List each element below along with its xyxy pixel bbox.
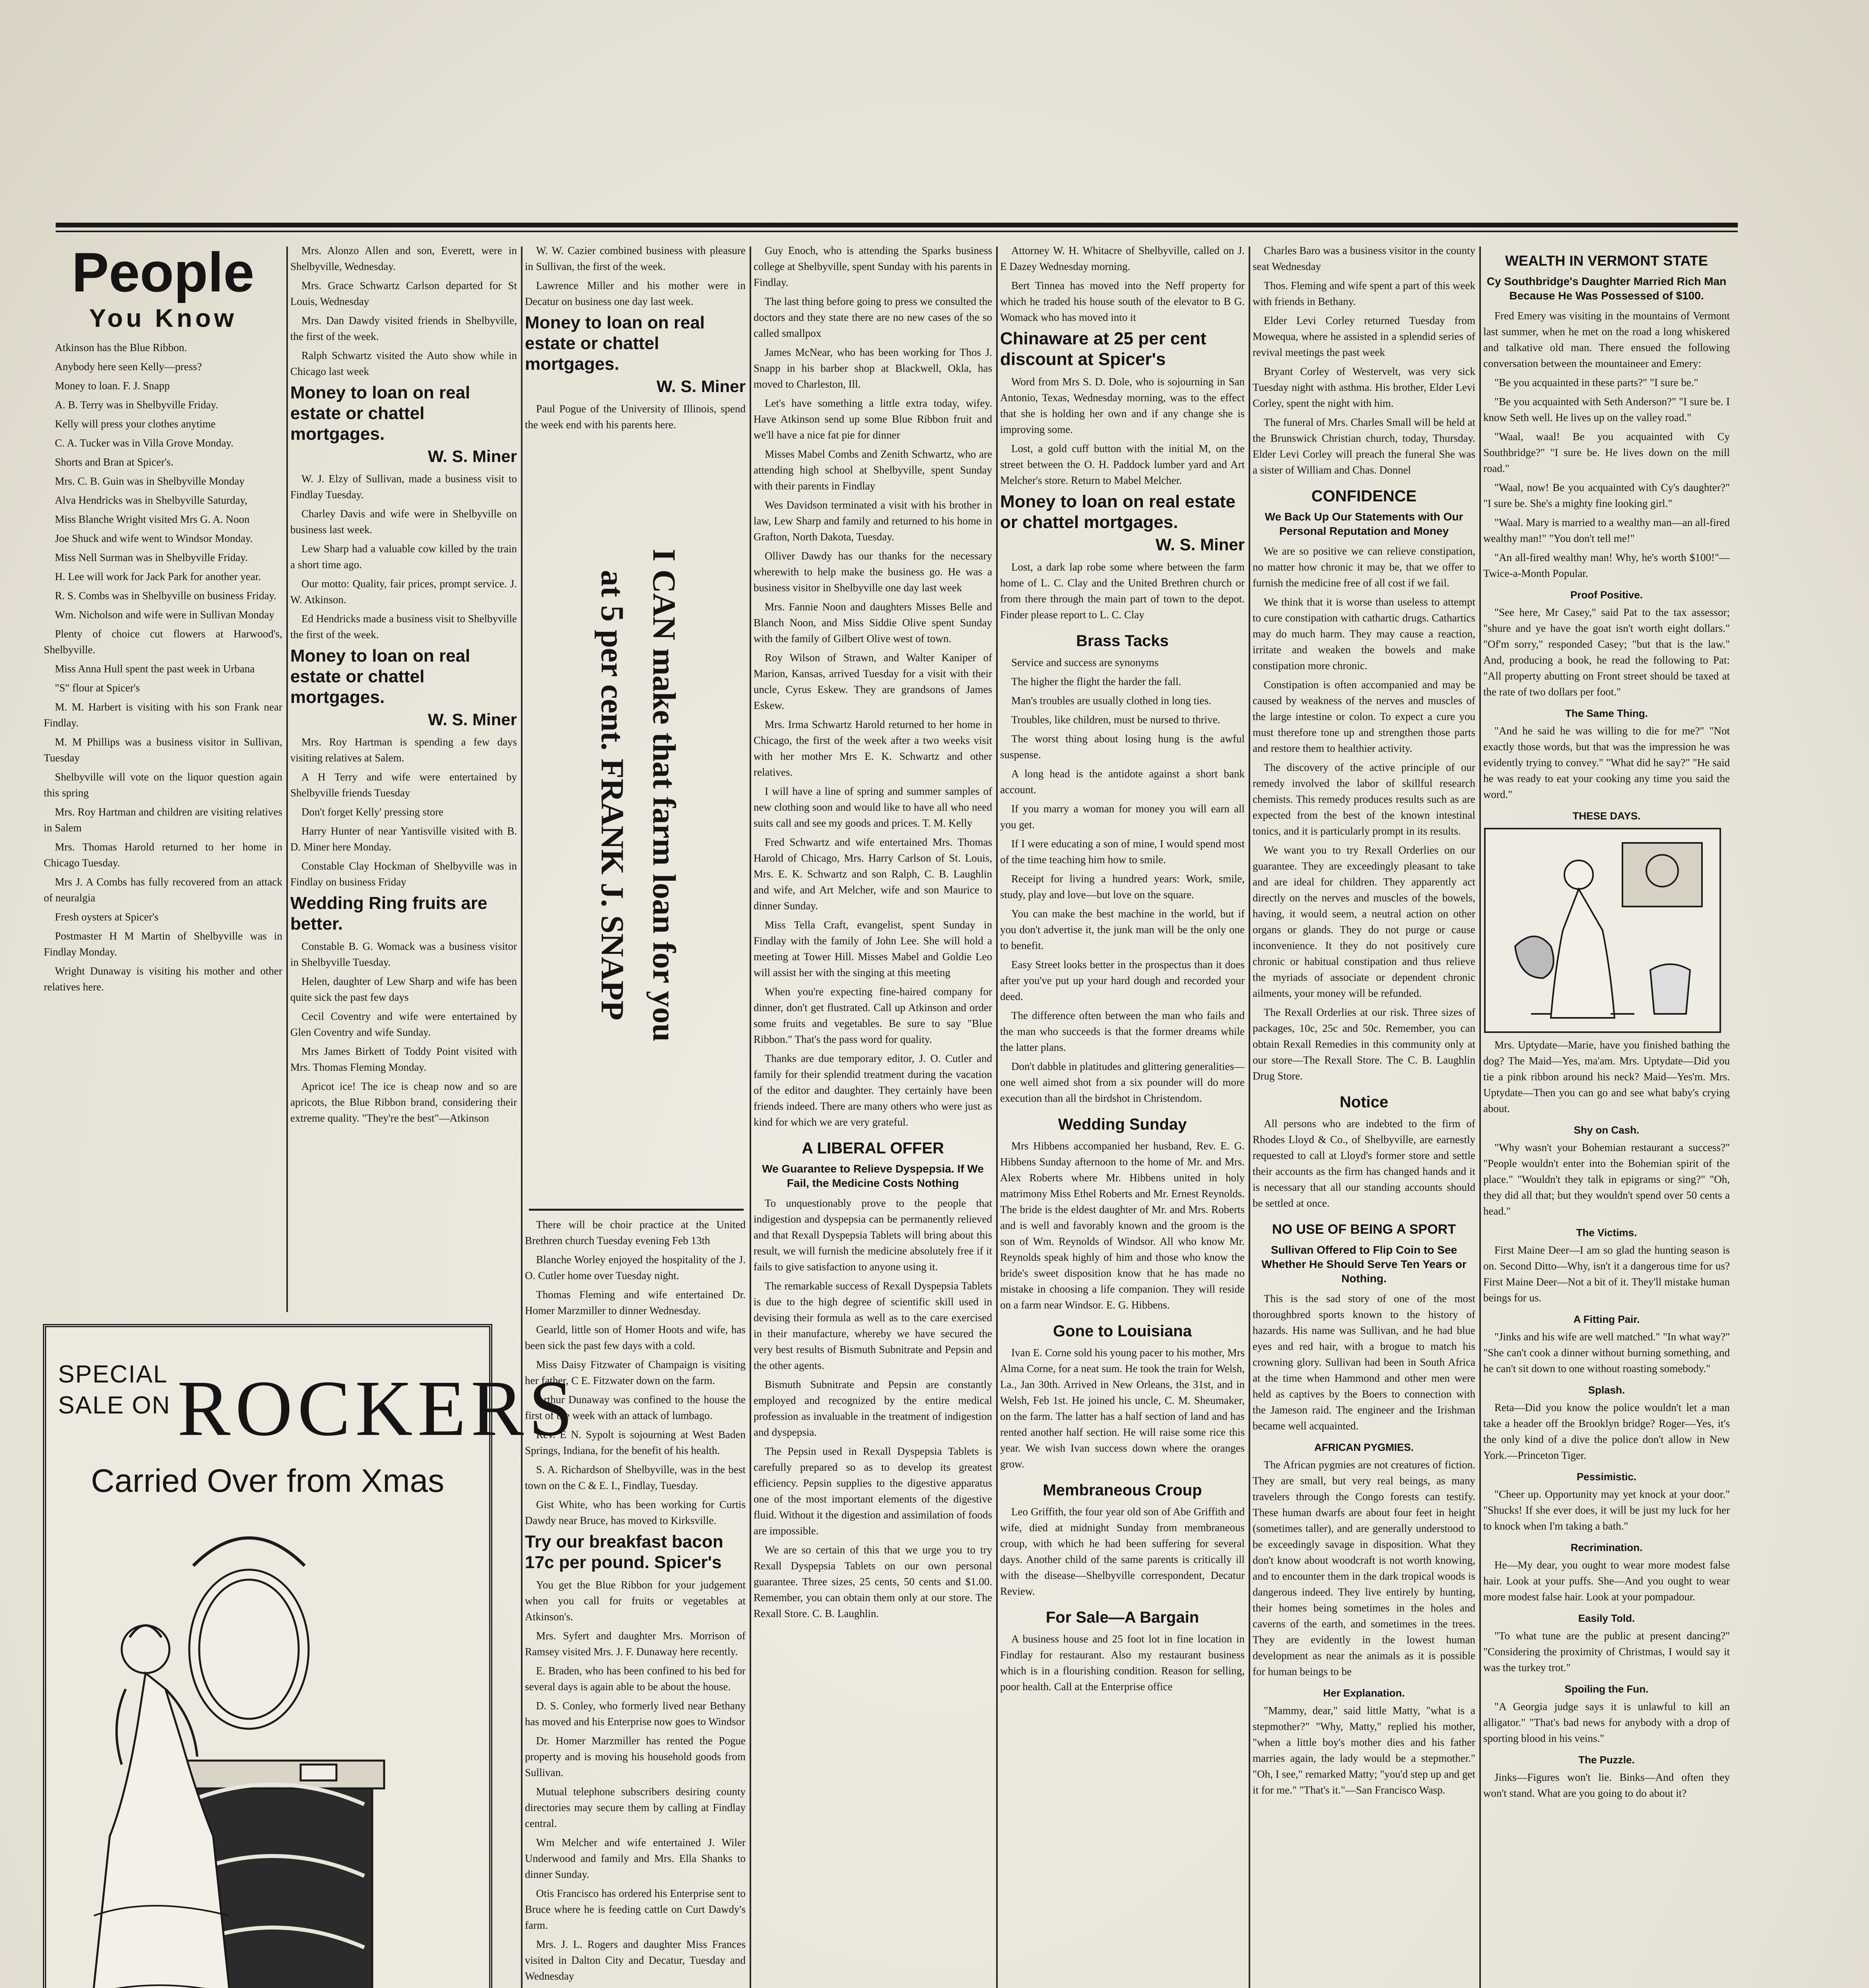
items-group xyxy=(1253,243,1475,478)
louisiana-heading: Gone to Louisiana xyxy=(1053,1322,1192,1340)
victims-story: First Maine Deer—I am so glad the hunting season is on. Second Ditto—Why, isn't it a dangerous time for us? First Maine Deer—Not a bit of it. They'll mistake human beings for us. xyxy=(1483,1244,1730,1304)
same-story: "And he said he was willing to die for me?" "Not exactly those words, but that was the impression he was evidently trying to convey." "What did he say?" "He said he was ready to eat your cooking any time you said the word." xyxy=(1483,725,1730,800)
sport-story: This is the sad story of one of the most thoroughbred sports known to the history of hazards. His name was Sullivan, and he had blue eyes and red hair, with a brogue to match his crowning glory. Sullivan had been in South Africa at the time when Hammond and other men were held as captives by the Boers to connection with the Jameson raid. The engineer and the Irishman became well acquainted. xyxy=(1253,1293,1475,1432)
news-item: Lawrence Miller and his mother were in Decatur on business one day last week. xyxy=(525,280,746,307)
local-news-item: A. B. Terry was in Shelbyville Friday. xyxy=(55,399,218,411)
confidence-paragraph: We think that it is worse than useless to attempt to cure constipation with cathartic drugs. Cathartics may do much harm. They may cause a reaction, irritate and weaken the bowels and make constipation more chronic. xyxy=(1253,596,1475,672)
confidence-paragraph: The discovery of the active principle of our remedy involved the labor of skillful research chemists. This remedy produces results such as are expected from the best of the known intestinal tonics, and it is particularly prompt in its results. xyxy=(1253,761,1475,837)
local-news-item: Miss Anna Hull spent the past week in Urbana xyxy=(55,663,255,675)
local-news-item: Mrs. Roy Hartman and children are visiting relatives in Salem xyxy=(44,806,282,834)
same-heading: The Same Thing. xyxy=(1565,707,1648,719)
liberal-offer-heading: A LIBERAL OFFER xyxy=(802,1140,944,1157)
splash-story: Reta—Did you know the police wouldn't let a man take a header off the Brooklyn bridge? Roger—Yes, it's the only kind of a dive the police don't allow in New York.—Princeton Tiger. xyxy=(1483,1402,1730,1461)
loan-notice: Money to loan on real estate or chattel mortgages. xyxy=(1000,492,1236,532)
local-news-item: Mrs. C. B. Guin was in Shelbyville Monday xyxy=(55,475,245,487)
louisiana-story: Ivan E. Corne sold his young pacer to his mother, Mrs Alma Corne, for a neat sum. He took the train for Welsh, La., Jan 30th. Arrived in New Orleans, the 31st, and in Welsh, Feb 1st. He joined his uncle, C. M. Sheumaker, on the farm. The latter has a half section of land and has rented another half section. He will raise some rice this year. We wish Ivan success down where the oranges grow. xyxy=(1000,1347,1245,1470)
news-item: The funeral of Mrs. Charles Small will be held at the Brunswick Christian church, today, Thursday. Elder Levi Corley will preach the funeral She was a sister of William and Chas. Donnel xyxy=(1253,416,1475,476)
liberal-offer-paragraph: The Pepsin used in Rexall Dyspepsia Tablets is carefully prepared so as to develop its greatest efficiency. Pepsin supplies to the digestive apparatus one of the most important elements of the digestive fluid. Without it the digestion and assimilation of foods are impossible. xyxy=(754,1445,992,1537)
local-news-item: Shelbyville will vote on the liquor question again this spring xyxy=(44,771,282,799)
local-news-item: Postmaster H M Martin of Shelbyville was in Findlay Monday. xyxy=(44,930,282,958)
column-rule xyxy=(996,247,998,1988)
brass-tack: Easy Street looks better in the prospectus than it does after you've put up your hard dough and recorded your deed. xyxy=(1000,959,1245,1002)
news-item: Lew Sharp had a valuable cow killed by the train a short time ago. xyxy=(290,543,517,571)
news-item: Mrs James Birkett of Toddy Point visited with Mrs. Thomas Fleming Monday. xyxy=(290,1045,517,1073)
news-item: A H Terry and wife were entertained by Shelbyville friends Tuesday xyxy=(290,771,517,799)
local-news-item: Anybody here seen Kelly—press? xyxy=(55,361,202,373)
confidence-list xyxy=(1253,543,1475,1084)
items-group xyxy=(1000,559,1245,623)
pessimistic-heading: Pessimistic. xyxy=(1576,1471,1637,1483)
news-item: Miss Daisy Fitzwater of Champaign is visiting her father, C E. Fitzwater down on the farm. xyxy=(525,1359,746,1386)
wealth-paragraph: Fred Emery was visiting in the mountains of Vermont last summer, when he met on the road a long whiskered and talkative old man. There ensued the following conversation between the mountaineer and Emery: xyxy=(1483,310,1730,369)
news-item: D. S. Conley, who formerly lived near Bethany has moved and his Enterprise now goes to Windsor xyxy=(525,1700,746,1728)
news-item: Mrs. Syfert and daughter Mrs. Morrison of Ramsey visited Mrs. J. F. Dunaway here recently. xyxy=(525,1630,746,1658)
news-item: I will have a line of spring and summer samples of new clothing soon and would like to have all who need suits call and see my goods and prices. T. M. Kelly xyxy=(754,785,992,829)
sport-subheading: Sullivan Offered to Flip Coin to See Whether He Should Serve Ten Years or Nothing. xyxy=(1261,1244,1467,1285)
explanation-heading: Her Explanation. xyxy=(1323,1687,1405,1699)
news-item: Mrs. Irma Schwartz Harold returned to her home in Chicago, the first of the week after a two weeks visit with her mother Mrs E. K. Schwartz and other relatives. xyxy=(754,718,992,778)
brass-tack: If you marry a woman for money you will earn all you get. xyxy=(1000,803,1245,831)
signature: W. S. Miner xyxy=(656,377,746,396)
confidence-paragraph: We want you to try Rexall Orderlies on our guarantee. They are exceedingly pleasant to take and are ideal for children. They apparently act directly on the nerves and muscles of the bowels, having, it would seem, a neutral action on other organs or glands. They do not purge or cause inconvenience. It they do not positively cure chronic or habitual constipation and thus relieve the myriads of associate or dependent chronic ailments, your money will be refunded. xyxy=(1253,844,1475,999)
news-item: Arthur Dunaway was confined to the house the first of the week with an attack of lumbago. xyxy=(525,1394,746,1421)
wealth-paragraph: "An all-fired wealthy man! Why, he's worth $100!"—Twice-a-Month Popular. xyxy=(1483,551,1730,579)
brass-tack: You can make the best machine in the world, but if you don't advertise it, the junk man will be the only one to benefit. xyxy=(1000,908,1245,951)
news-item: Mrs. Dan Dawdy visited friends in Shelbyville, the first of the week. xyxy=(290,315,517,342)
snapp-ad-text xyxy=(587,417,690,1173)
local-news-item: Wright Dunaway is visiting his mother and other relatives here. xyxy=(44,965,282,993)
news-item: Wm Melcher and wife entertained J. Wiler Underwood and family and Mrs. Ella Shanks to dinner Sunday. xyxy=(525,1837,746,1880)
easily-heading: Easily Told. xyxy=(1578,1612,1635,1624)
wealth-paragraph: "Waal, waal! Be you acquainted with Cy Southbridge?" "I sure be. He lives down on the mill road." xyxy=(1483,431,1730,474)
splash-heading: Splash. xyxy=(1588,1384,1625,1396)
signature: W. S. Miner xyxy=(427,710,517,729)
local-news-item: Money to loan. F. J. Snapp xyxy=(55,380,170,392)
liberal-offer-subheading: We Guarantee to Relieve Dyspepsia. If We Fail, the Medicine Costs Nothing xyxy=(762,1163,984,1189)
local-news-item: Miss Nell Surman was in Shelbyville Friday. xyxy=(55,551,248,563)
news-item: Constable B. G. Womack was a business visitor in Shelbyville Tuesday. xyxy=(290,940,517,968)
wealth-story xyxy=(1483,308,1730,581)
items-group xyxy=(1000,243,1245,325)
puzzle-story: Jinks—Figures won't lie. Binks—And often they won't stand. What are you going to do about it? xyxy=(1483,1771,1730,1799)
news-item: Mrs. Grace Schwartz Carlson departed for St Louis, Wednesday xyxy=(290,280,517,307)
signature: W. S. Miner xyxy=(427,447,517,466)
ad-special: SPECIAL xyxy=(58,1361,168,1388)
news-item: Thos. Fleming and wife spent a part of this week with friends in Bethany. xyxy=(1253,280,1475,307)
wedding-story: Mrs Hibbens accompanied her husband, Rev. E. G. Hibbens Sunday afternoon to the home of Mr. and Mrs. Alex Roberts where Mr. Hibbens united in holy matrimony Miss Ethel Roberts and Mr. Ernest Reynolds. The bride is the eldest daughter of Mr. and Mrs. Roberts and is well and favorably known and the groom is the son of Wm. Reynolds of Windsor. All who know Mr. Reynolds speak highly of him and those who know the bride's sweet disposition know that he has made no mistake in choosing a life companion. They will reside on a farm near Windsor. E. G. Hibbens. xyxy=(1000,1140,1245,1311)
items-group xyxy=(290,471,517,643)
confidence-paragraph: The Rexall Orderlies at our risk. Three sizes of packages, 10c, 25c and 50c. Remember, you can obtain Rexall Remedies in this community only at our store—The Rexall Store. The C. B. Laughlin Drug Store. xyxy=(1253,1006,1475,1082)
news-item: Otis Francisco has ordered his Enterprise sent to Bruce where he is feeding cattle on Curt Dawdy's farm. xyxy=(525,1887,746,1931)
snapp-line1: I CAN make that farm loan for you xyxy=(646,549,682,1042)
ad-rockers-heading: ROCKERS xyxy=(177,1365,578,1452)
croup-heading: Membraneous Croup xyxy=(1043,1481,1202,1499)
news-item: S. A. Richardson of Shelbyville, was in the best town on the C & E. I., Findlay, Tuesday. xyxy=(525,1464,746,1491)
brass-tack: Don't dabble in platitudes and glittering generalities—one well aimed shot from a six pounder will do more execution than all the birdshot in Christendom. xyxy=(1000,1060,1245,1104)
news-item: Cecil Coventry and wife were entertained by Glen Coventry and wife Sunday. xyxy=(290,1010,517,1038)
news-item: You get the Blue Ribbon for your judgement when you call for fruits or vegetables at Atkinson's. xyxy=(525,1579,746,1623)
these-days-illustration xyxy=(1483,827,1722,1034)
news-item: Ralph Schwartz visited the Auto show while in Chicago last week xyxy=(290,349,517,377)
loan-notice: Money to loan on real estate or chattel mortgages. xyxy=(525,313,705,374)
local-news-item: M. M Phillips was a business visitor in Sullivan, Tuesday xyxy=(44,736,282,764)
confidence-subheading: We Back Up Our Statements with Our Personal Reputation and Money xyxy=(1265,511,1463,537)
items-group xyxy=(525,243,746,309)
recrimination-heading: Recrimination. xyxy=(1570,1541,1643,1553)
column-5 xyxy=(1000,243,1245,1988)
croup-story: Leo Griffith, the four year old son of Abe Griffith and wife, died at midnight Sunday from membraneous croup, with which he had been suffering for several days. Another child of the same parents is critically ill with the disease—Shelbyville correspondent, Decatur Review. xyxy=(1000,1506,1245,1597)
chinaware-ad: Chinaware at 25 per cent discount at Spicer's xyxy=(1000,329,1206,369)
liberal-offer-paragraph: The remarkable success of Rexall Dyspepsia Tablets is due to the high degree of scientific skill used in devising their formula as well as to the care exercised in their manufacture, whereby we have secured the very best results of Bismuth Subnitrate and Pepsin and the other agents. xyxy=(754,1280,992,1371)
news-item: W. W. Cazier combined business with pleasure in Sullivan, the first of the week. xyxy=(525,245,746,272)
dresser-lady-illustration xyxy=(62,1518,476,1988)
news-item: Mutual telephone subscribers desiring county directories may secure them by calling at Findlay central. xyxy=(525,1786,746,1829)
items-group xyxy=(290,734,517,890)
items-group xyxy=(290,938,517,1126)
victims-heading: The Victims. xyxy=(1576,1227,1637,1239)
brass-tack: Man's troubles are usually clothed in long ties. xyxy=(1011,695,1211,707)
news-item: Our motto: Quality, fair prices, prompt service. J. W. Atkinson. xyxy=(290,578,517,606)
section-divider xyxy=(529,1209,744,1211)
spoiling-story: "A Georgia judge says it is unlawful to kill an alligator." "That's bad news for anybody with a drop of sporting blood in his veins." xyxy=(1483,1701,1730,1744)
news-item: Mrs. J. L. Rogers and daughter Miss Frances visited in Dalton City and Decatur, Tuesday and Wednesday xyxy=(525,1938,746,1982)
column-rule xyxy=(750,247,751,1988)
items-group xyxy=(525,1577,746,1988)
rockers-sale-ad xyxy=(43,1324,578,1988)
pair-heading: A Fitting Pair. xyxy=(1573,1313,1640,1325)
wealth-paragraph: "Be you acquainted with Seth Anderson?" "I sure be. I know Seth well. He lives up on the valley road." xyxy=(1483,396,1730,423)
section-subtitle: You Know xyxy=(89,304,237,332)
news-item: Let's have something a little extra today, wifey. Have Atkinson send up some Blue Ribbon fruit and we'll have a nice fat pie for dinner xyxy=(754,397,992,441)
liberal-offer-paragraph: To unquestionably prove to the people that indigestion and dyspepsia can be permanently relieved and that Rexall Dyspepsia Tablets will bring about this result, we will furnish the medicine absolutely free if it fails to give satisfaction to anyone using it. xyxy=(754,1197,992,1273)
news-item: Miss Tella Craft, evangelist, spent Sunday in Findlay with the family of John Lee. She will hold a meeting at Tower Hill. Misses Mabel and Goldie Leo will assist her with the singing at this meeting xyxy=(754,919,992,978)
confidence-paragraph: We are so positive we can relieve constipation, no matter how chronic it may be, that we offer to furnish the medicine free of all cost if we fail. xyxy=(1253,545,1475,589)
news-item: Thanks are due temporary editor, J. O. Cutler and family for their splendid treatment during the vacation of the editor and daughter. They certainly have been friends indeed. There are many others who were just as kind for which we are very grateful. xyxy=(754,1052,992,1128)
wedding-ring-ad: Wedding Ring fruits are better. xyxy=(290,893,488,934)
local-news-item: Shorts and Bran at Spicer's. xyxy=(55,456,174,468)
column-rule xyxy=(1249,247,1250,1988)
local-news-item: "S" flour at Spicer's xyxy=(55,682,140,694)
local-news-item: C. A. Tucker was in Villa Grove Monday. xyxy=(55,437,234,449)
pessimistic-story: "Cheer up. Opportunity may yet knock at your door." "Shucks! If she ever does, it will be just my luck for her to knock when I'm taking a bath." xyxy=(1483,1488,1730,1532)
ad-special-label xyxy=(58,1359,171,1421)
news-item: Bert Tinnea has moved into the Neff property for which he traded his house south of the elevator to B G. Womack who has moved into it xyxy=(1000,280,1245,323)
ad-carried-over: Carried Over from Xmas xyxy=(91,1463,445,1499)
local-news-item: Wm. Nicholson and wife were in Sullivan Monday xyxy=(55,609,274,621)
news-item: Ed Hendricks made a business visit to Shelbyville the first of the week. xyxy=(290,613,517,641)
news-item: James McNear, who has been working for Thos J. Snapp in his barber shop at Blackwell, Okla, has moved to Charleston, Ill. xyxy=(754,346,992,390)
news-item: Mrs. Alonzo Allen and son, Everett, were in Shelbyville, Wednesday. xyxy=(290,245,517,272)
bargain-story: A business house and 25 foot lot in fine location in Findlay for restaurant. Also my restaurant business which is in a flourishing condition. Reason for selling, poor health. Call at the Enterprise office xyxy=(1000,1633,1245,1693)
column-rule xyxy=(1479,247,1481,1988)
brass-tack: If I were educating a son of mine, I would spend most of the time teaching him how to smile. xyxy=(1000,838,1245,866)
column-2 xyxy=(290,243,517,1316)
shy-heading: Shy on Cash. xyxy=(1574,1124,1640,1136)
news-item: Paul Pogue of the University of Illinois, spend the week end with his parents here. xyxy=(525,403,746,431)
column-1 xyxy=(44,243,282,1316)
column-rule xyxy=(286,247,288,1312)
brass-tack: A long head is the antidote against a short bank account. xyxy=(1000,768,1245,796)
brass-tacks-heading: Brass Tacks xyxy=(1076,632,1169,650)
bargain-heading: For Sale—A Bargain xyxy=(1045,1609,1199,1626)
loan-notice: Money to loan on real estate or chattel mortgages. xyxy=(290,646,470,707)
news-item: Misses Mabel Combs and Zenith Schwartz, who are attending high school at Shelbyville, spent Sunday with their parents in Findlay xyxy=(754,448,992,492)
section-title: People xyxy=(72,243,255,303)
items-group xyxy=(525,1217,746,1528)
explanation-story: "Mammy, dear," said little Matty, "what is a stepmother?" "Why, Matty," replied his mother, "when a little boy's mother dies and his father marries again, the lady would be a stepmother." "Oh, I see," remarked Matty; "you'd step up and get it for me." "That's it."—San Francisco Wasp. xyxy=(1253,1705,1475,1796)
news-item: Olliver Dawdy has our thanks for the necessary wherewith to help make the business go. He was a business visitor in Shelbyville one day last week xyxy=(754,550,992,594)
confidence-paragraph: Constipation is often accompanied and may be caused by weakness of the nerves and muscles of the large intestine or colon. To expect a cure you must therefore tone up and strengthen those parts and restore them to healthier activity. xyxy=(1253,679,1475,754)
brass-tack: The worst thing about losing hung is the awful suspense. xyxy=(1000,733,1245,761)
news-item: The last thing before going to press we consulted the doctors and they state there are no new cases of the so called smallpox xyxy=(754,295,992,339)
sport-heading: NO USE OF BEING A SPORT xyxy=(1272,1222,1456,1237)
signature: W. S. Miner xyxy=(1155,535,1245,554)
pair-story: "Jinks and his wife are well matched." "In what way?" "She can't cook a dinner without burning something, and he can't sit down to one without roasting somebody." xyxy=(1483,1331,1730,1375)
wealth-paragraph: "Waal. Mary is married to a wealthy man—an all-fired wealthy man!" "You don't tell me!" xyxy=(1483,516,1730,544)
news-item: Apricot ice! The ice is cheap now and so are apricots, the Blue Ribbon brand, considering their extreme quality. "They're the best"—Atkinson xyxy=(290,1080,517,1124)
news-item: Word from Mrs S. D. Dole, who is sojourning in San Antonio, Texas, Wednesday morning, was to the effect that she is holding her own and if any change she is improving some. xyxy=(1000,376,1245,435)
news-item: Fred Schwartz and wife entertained Mrs. Thomas Harold of Chicago, Mrs. Harry Carlson of St. Louis, Mrs. E. K. Schwartz and son Ralph, C. B. Laughlin and wife, and Art Melcher, wife and son Maurice to dinner Sunday. xyxy=(754,836,992,912)
news-item: Blanche Worley enjoyed the hospitality of the J. O. Cutler home over Tuesday night. xyxy=(525,1254,746,1281)
wedding-heading: Wedding Sunday xyxy=(1058,1116,1187,1133)
local-news-item: Mrs. Thomas Harold returned to her home in Chicago Tuesday. xyxy=(44,841,282,869)
news-item: Gist White, who has been working for Curtis Dawdy near Bruce, has moved to Kirksville. xyxy=(525,1499,746,1526)
notice-heading: Notice xyxy=(1339,1093,1389,1111)
masthead-rule-top xyxy=(56,223,1738,227)
local-news-item: Fresh oysters at Spicer's xyxy=(55,911,159,923)
column-rule xyxy=(521,247,523,1988)
brass-tack: The higher the flight the harder the fall. xyxy=(1011,676,1181,687)
news-item: Charles Baro was a business visitor in the county seat Wednesday xyxy=(1253,245,1475,272)
news-item: E. Braden, who has been confined to his bed for several days is again able to be about the house. xyxy=(525,1665,746,1693)
liberal-offer-paragraph: Bismuth Subnitrate and Pepsin are constantly employed and recognized by the entire medical profession as invaluable in the treatment of indigestion and dyspepsia. xyxy=(754,1378,992,1438)
news-item: Elder Levi Corley returned Tuesday from Mowequa, where he assisted in a splendid series of revival meetings the past week xyxy=(1253,315,1475,358)
snapp-farm-loan-ad xyxy=(541,398,736,1193)
local-news-item: Alva Hendricks was in Shelbyville Saturday, xyxy=(55,494,248,506)
column-3-lower xyxy=(525,1217,746,1988)
loan-notice: Money to loan on real estate or chattel mortgages. xyxy=(290,383,470,444)
wealth-subheading: Cy Southbridge's Daughter Married Rich Man Because He Was Possessed of $100. xyxy=(1486,275,1727,302)
news-item: Bryant Corley of Westervelt, was very sick Tuesday night with asthma. His brother, Elder Levi Corley, spent the night with him. xyxy=(1253,365,1475,409)
news-item: Guy Enoch, who is attending the Sparks business college at Shelbyville, spent Sunday with his parents in Findlay. xyxy=(754,245,992,288)
brass-tack: The difference often between the man who fails and the man who succeeds is that the former dreams while the latter plans. xyxy=(1000,1010,1245,1053)
brass-tack: Troubles, like children, must be nursed to thrive. xyxy=(1011,714,1220,726)
news-item: When you're expecting fine-haired company for dinner, don't get flustrated. Call up Atkinson and order some fruits and vegetables. Be sure to say "Blue Ribbon." That's the pass word for quality. xyxy=(754,986,992,1045)
news-item: There will be choir practice at the United Brethren church Tuesday evening Feb 13th xyxy=(525,1219,746,1246)
news-item: Roy Wilson of Strawn, and Walter Kaniper of Marion, Kansas, arrived Tuesday for a visit with their uncle, Cyrus Eskew. They are grandsons of James Eskew. xyxy=(754,652,992,711)
news-item: Lost, a dark lap robe some where between the farm home of L. C. Clay and the United Brethren church or from there through the main part of town to the depot. Finder please report to L. C. Clay xyxy=(1000,561,1245,621)
snapp-line2: at 5 per cent. FRANK J. SNAPP xyxy=(595,570,631,1021)
recrimination-story: He—My dear, you ought to wear more modest false hair. Look at your puffs. She—And you ought to wear more modest false hair. Look at your pompadour. xyxy=(1483,1559,1730,1603)
local-news-item: Joe Shuck and wife went to Windsor Monday. xyxy=(55,532,253,544)
news-item: Lost, a gold cuff button with the initial M, on the street between the O. H. Paddock lumber yard and Art Melcher's store. Return to Mabel Melcher. xyxy=(1000,443,1245,486)
column-4 xyxy=(754,243,992,1988)
pygmies-story: The African pygmies are not creatures of fiction. They are small, but very real beings, as many travelers through the Congo forests can testify. These human dwarfs are about four feet in height (sometimes taller), and are generally understood to be exceedingly savage in disposition. What they don't know about woodcraft is not worth knowing, and to encounter them in the dark tropical woods is dangerous indeed. They live entirely by hunting, their homes being sometimes in the holes and caverns of the earth, and sometimes in the trees. They are evidently in the lowest human development as near the animals as it is possible for human beings to be xyxy=(1253,1459,1475,1677)
wealth-paragraph: "Waal, now! Be you acquainted with Cy's daughter?" "I sure be. She's a mighty fine looking girl." xyxy=(1483,481,1730,509)
brass-tack: Receipt for living a hundred years: Work, smile, study, play and love—but love on the square. xyxy=(1000,873,1245,901)
news-item: Harry Hunter of near Yantisville visited with B. D. Miner here Monday. xyxy=(290,825,517,853)
local-news-item: Kelly will press your clothes anytime xyxy=(55,418,216,430)
puzzle-heading: The Puzzle. xyxy=(1578,1754,1635,1766)
ad-sale-on: SALE ON xyxy=(58,1392,171,1419)
items-group xyxy=(1000,374,1245,488)
local-news-item: R. S. Combs was in Shelbyville on business Friday. xyxy=(55,590,277,602)
pygmies-heading: AFRICAN PYGMIES. xyxy=(1314,1441,1414,1453)
local-news-item: M. M. Harbert is visiting with his son Frank near Findlay. xyxy=(44,701,282,729)
local-news-item: Plenty of choice cut flowers at Harwood's, Shelbyville. xyxy=(44,628,282,656)
local-news-item: H. Lee will work for Jack Park for another year. xyxy=(55,571,261,582)
news-item: Thomas Fleming and wife entertained Dr. Homer Marzmiller to dinner Wednesday. xyxy=(525,1289,746,1316)
local-news-item: Miss Blanche Wright visited Mrs G. A. Noon xyxy=(55,513,250,525)
easily-story: "To what tune are the public at present dancing?" "Considering the proximity of Christmas, I would say it was the turkey trot." xyxy=(1483,1630,1730,1673)
masthead-rule-bottom xyxy=(56,231,1738,232)
news-item: Mrs. Roy Hartman is spending a few days visiting relatives at Salem. xyxy=(290,736,517,764)
notice-text: All persons who are indebted to the firm of Rhodes Lloyd & Co., of Shelbyville, are earnestly requested to call at Lloyd's former store and settle their accounts as the firm has changed hands and it is necessary that all our standing accounts should be settled at once. xyxy=(1253,1118,1475,1209)
brass-tack: Service and success are synonyms xyxy=(1011,656,1159,668)
liberal-offer-paragraph: We are so certain of this that we urge you to try Rexall Dyspepsia Tablets on our own personal guarantee. Three sizes, 25 cents, 50 cents and $1.00. Remember, you can obtain them only at our store. The Rexall Store. C. B. Laughlin. xyxy=(754,1544,992,1619)
brass-tacks-list xyxy=(1000,654,1245,1106)
these-days-heading: THESE DAYS. xyxy=(1572,810,1641,822)
items-group xyxy=(290,243,517,379)
news-item: Helen, daughter of Lew Sharp and wife has been quite sick the past few days xyxy=(290,975,517,1003)
news-item: Wes Davidson terminated a visit with his brother in law, Lew Sharp and family and returned to his home in Grafton, North Dakota, Tuesday. xyxy=(754,499,992,543)
local-news-item: Atkinson has the Blue Ribbon. xyxy=(55,342,187,353)
spoiling-heading: Spoiling the Fun. xyxy=(1564,1683,1649,1695)
bacon-ad: Try our breakfast bacon 17c per pound. Spicer's xyxy=(525,1532,723,1572)
items-group xyxy=(754,1195,992,1621)
news-item: Dr. Homer Marzmiller has rented the Pogue property and is moving his household goods from Sullivan. xyxy=(525,1735,746,1778)
these-days-caption: Mrs. Uptydate—Marie, have you finished bathing the dog? The Maid—Yes, ma'am. Mrs. Uptydate—Did you tie a pink ribbon around his neck? Maid—Yes'm. Mrs. Uptydate—Then you can go and see what baby's crying about. xyxy=(1483,1039,1730,1114)
column-6 xyxy=(1253,243,1475,1988)
wealth-paragraph: "Be you acquainted in these parts?" "I sure be." xyxy=(1494,377,1698,388)
confidence-heading: CONFIDENCE xyxy=(1311,487,1417,505)
proof-heading: Proof Positive. xyxy=(1570,589,1643,601)
news-item: Attorney W. H. Whitacre of Shelbyville, called on J. E Dazey Wednesday morning. xyxy=(1000,245,1245,272)
proof-story: "See here, Mr Casey," said Pat to the tax assessor; "shure and ye have the goat isn't worth eight dollars." "Of'm sorry," responded Casey; "but that is the law." And, producing a book, he read the following to Pat: "All property abutting on Front street should be taxed at the rate of two dollars per foot." xyxy=(1483,606,1730,698)
news-item: Constable Clay Hockman of Shelbyville was in Findlay on business Friday xyxy=(290,860,517,888)
column-7 xyxy=(1483,243,1730,1988)
local-news-item: Mrs J. A Combs has fully recovered from an attack of neuralgia xyxy=(44,876,282,904)
news-item: Rev. E N. Sypolt is sojourning at West Baden Springs, Indiana, for the benefit of his health. xyxy=(525,1429,746,1456)
news-item: Mrs. Fannie Noon and daughters Misses Belle and Blanch Noon, and Miss Siddie Olive spent Sunday with the family of Gilbert Olive west of town. xyxy=(754,601,992,645)
news-item: Don't forget Kelly' pressing store xyxy=(301,806,444,818)
local-items-list xyxy=(44,340,282,995)
news-item: Gearld, little son of Homer Hoots and wife, has been sick the past few days with a cold. xyxy=(525,1324,746,1351)
news-item: W. J. Elzy of Sullivan, made a business visit to Findlay Tuesday. xyxy=(290,473,517,501)
shy-story: "Why wasn't your Bohemian restaurant a success?" "People wouldn't enter into the Bohemian spirit of the place." "Wouldn't they talk in epigrams or sing?" "Oh, they did all that; but they wouldn't spend over 50 cents a head." xyxy=(1483,1142,1730,1217)
items-group xyxy=(754,243,992,1130)
wealth-heading: WEALTH IN VERMONT STATE xyxy=(1505,252,1708,269)
news-item: Charley Davis and wife were in Shelbyville on business last week. xyxy=(290,508,517,536)
